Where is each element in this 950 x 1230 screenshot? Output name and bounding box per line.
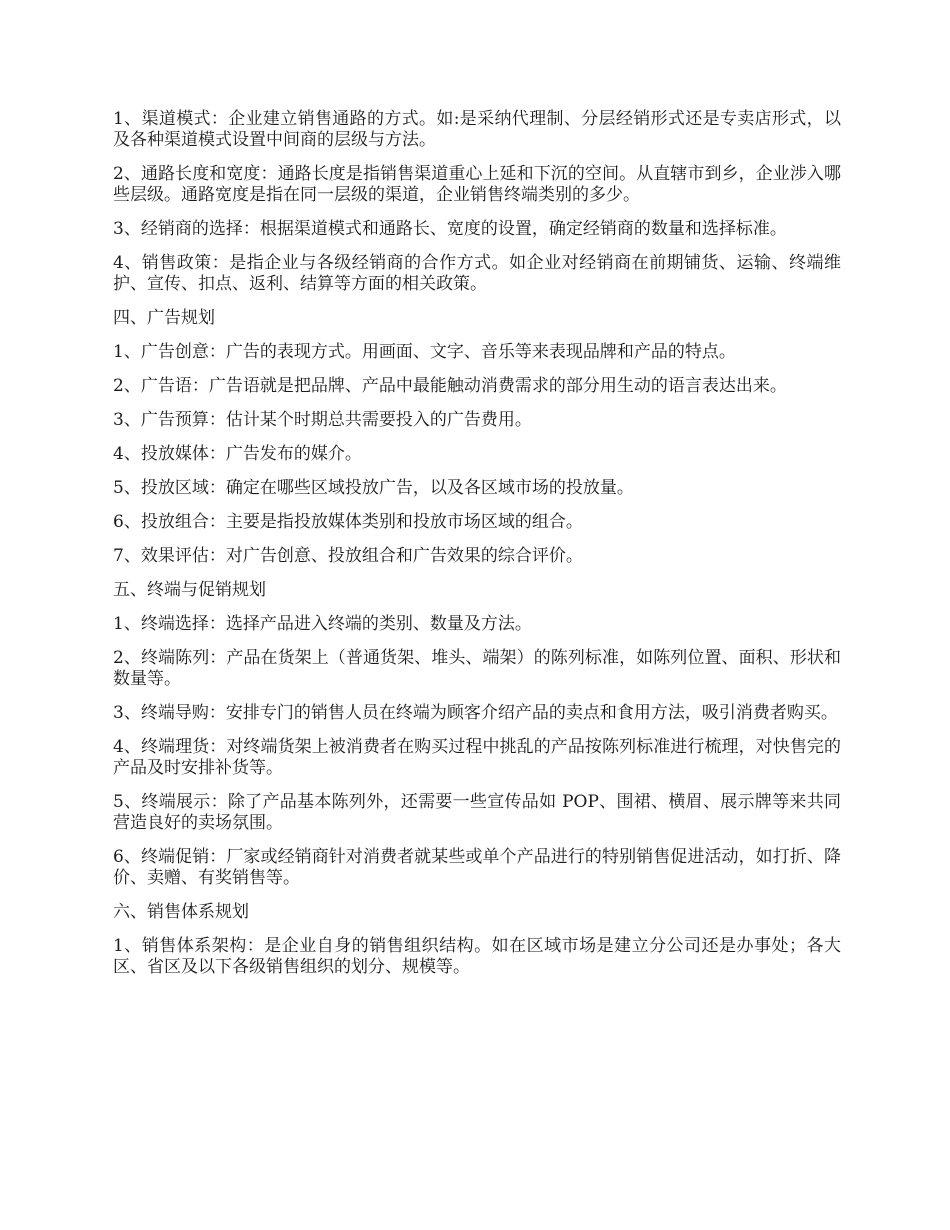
section-heading-terminal-promotion: 五、终端与促销规划	[113, 580, 266, 600]
paragraph-ad-media: 4、投放媒体：广告发布的媒介。	[113, 444, 362, 464]
paragraph-sales-structure: 1、销售体系架构：是企业自身的销售组织结构。如在区域市场是建立分公司还是办事处；各大区、省区及以下各级销售组织的划分、规模等。	[113, 936, 841, 977]
paragraph-ad-slogan: 2、广告语：广告语就是把品牌、产品中最能触动消费需求的部分用生动的语言表达出来。	[113, 376, 787, 396]
paragraph-channel-mode: 1、渠道模式：企业建立销售通路的方式。如:是采纳代理制、分层经销形式还是专卖店形式，以及各种渠道模式设置中间商的层级与方法。	[113, 109, 841, 150]
paragraph-channel-length-width: 2、通路长度和宽度：通路长度是指销售渠道重心上延和下沉的空间。从直辖市到乡，企业涉入哪些层级。通路宽度是指在同一层级的渠道，企业销售终端类别的多少。	[113, 164, 841, 205]
paragraph-ad-budget: 3、广告预算：估计某个时期总共需要投入的广告费用。	[113, 410, 532, 430]
paragraph-ad-region: 5、投放区域：确定在哪些区域投放广告，以及各区域市场的投放量。	[113, 478, 634, 498]
section-heading-sales-system: 六、销售体系规划	[113, 902, 249, 922]
paragraph-ad-evaluation: 7、效果评估：对广告创意、投放组合和广告效果的综合评价。	[113, 546, 583, 566]
paragraph-sales-policy: 4、销售政策：是指企业与各级经销商的合作方式。如企业对经销商在前期铺货、运输、终端维护、宣传、扣点、返利、结算等方面的相关政策。	[113, 253, 841, 294]
paragraph-terminal-display: 2、终端陈列：产品在货架上（普通货架、堆头、端架）的陈列标准，如陈列位置、面积、形状和数量等。	[113, 648, 841, 689]
paragraph-ad-creative: 1、广告创意：广告的表现方式。用画面、文字、音乐等来表现品牌和产品的特点。	[113, 342, 736, 362]
document-body	[113, 109, 841, 991]
paragraph-ad-mix: 6、投放组合：主要是指投放媒体类别和投放市场区域的组合。	[113, 512, 583, 532]
paragraph-terminal-restock: 4、终端理货：对终端货架上被消费者在购买过程中挑乱的产品按陈列标准进行梳理，对快售完的产品及时安排补货等。	[113, 737, 841, 778]
paragraph-terminal-selection: 1、终端选择：选择产品进入终端的类别、数量及方法。	[113, 614, 532, 634]
paragraph-terminal-showcase: 5、终端展示：除了产品基本陈列外，还需要一些宣传品如 POP、围裙、横眉、展示牌等来共同营造良好的卖场氛围。	[113, 792, 841, 833]
paragraph-dealer-selection: 3、经销商的选择：根据渠道模式和通路长、宽度的设置，确定经销商的数量和选择标准。	[113, 219, 787, 239]
section-heading-advertising: 四、广告规划	[113, 308, 215, 328]
paragraph-terminal-guide: 3、终端导购：安排专门的销售人员在终端为顾客介绍产品的卖点和食用方法，吸引消费者购买。	[113, 703, 838, 723]
paragraph-terminal-promotion: 6、终端促销：厂家或经销商针对消费者就某些或单个产品进行的特别销售促进活动，如打折、降价、卖赠、有奖销售等。	[113, 847, 841, 888]
